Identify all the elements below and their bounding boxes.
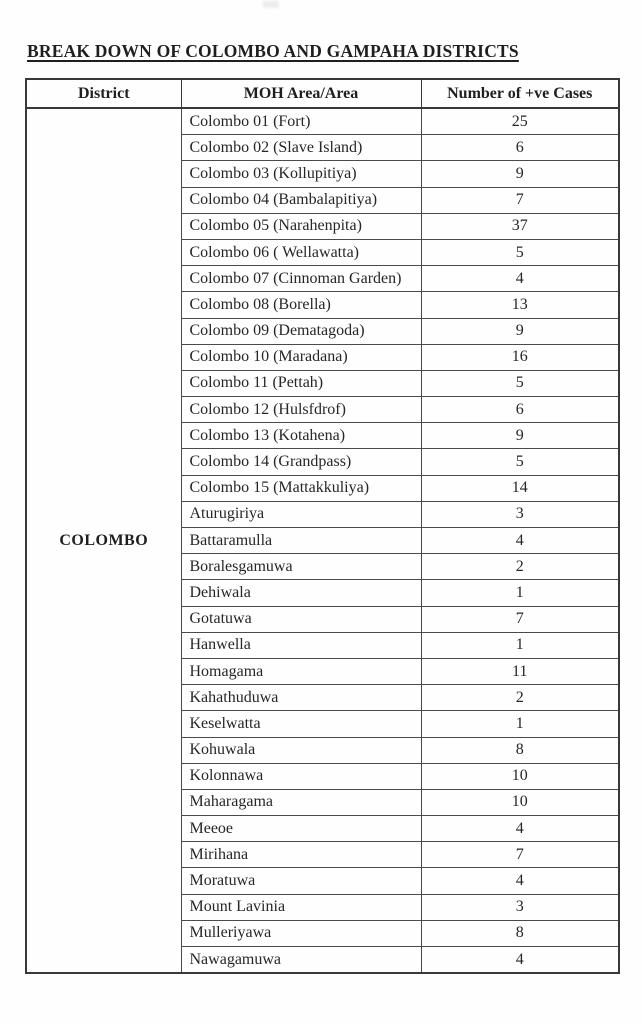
cases-count-cell: 7 xyxy=(421,842,619,868)
moh-area-cell: Mirihana xyxy=(181,842,421,868)
cases-count-cell: 1 xyxy=(421,711,619,737)
moh-area-cell: Aturugiriya xyxy=(181,501,421,527)
table-body xyxy=(26,108,619,973)
moh-area-cell: Colombo 14 (Grandpass) xyxy=(181,449,421,475)
cases-count-cell: 16 xyxy=(421,344,619,370)
moh-area-cell: Colombo 01 (Fort) xyxy=(181,108,421,135)
moh-area-cell: Colombo 15 (Mattakkuliya) xyxy=(181,475,421,501)
moh-area-cell: Kahathuduwa xyxy=(181,685,421,711)
cases-count-cell: 1 xyxy=(421,632,619,658)
cases-count-cell: 2 xyxy=(421,554,619,580)
moh-area-cell: Colombo 13 (Kotahena) xyxy=(181,423,421,449)
moh-area-cell: Battaramulla xyxy=(181,528,421,554)
cases-count-cell: 9 xyxy=(421,318,619,344)
cases-count-cell: 8 xyxy=(421,737,619,763)
moh-area-cell: Colombo 03 (Kollupitiya) xyxy=(181,161,421,187)
cases-count-cell: 5 xyxy=(421,370,619,396)
cases-count-cell: 11 xyxy=(421,658,619,684)
cases-count-cell: 6 xyxy=(421,397,619,423)
moh-area-cell: Colombo 04 (Bambalapitiya) xyxy=(181,187,421,213)
moh-area-cell: Colombo 09 (Dematagoda) xyxy=(181,318,421,344)
moh-area-cell: Dehiwala xyxy=(181,580,421,606)
moh-area-cell: Colombo 10 (Maradana) xyxy=(181,344,421,370)
cases-count-cell: 3 xyxy=(421,501,619,527)
cases-count-cell: 7 xyxy=(421,606,619,632)
cases-count-cell: 10 xyxy=(421,789,619,815)
table-row xyxy=(26,108,619,135)
cases-count-cell: 4 xyxy=(421,947,619,974)
cases-count-cell: 6 xyxy=(421,135,619,161)
cases-count-cell: 5 xyxy=(421,239,619,265)
table-header-row xyxy=(26,79,619,108)
moh-area-cell: Colombo 05 (Narahenpita) xyxy=(181,213,421,239)
moh-area-cell: Keselwatta xyxy=(181,711,421,737)
moh-area-cell: Mount Lavinia xyxy=(181,894,421,920)
moh-area-cell: Colombo 11 (Pettah) xyxy=(181,370,421,396)
column-header-district: District xyxy=(26,79,181,108)
column-header-moh-area: MOH Area/Area xyxy=(181,79,421,108)
cases-count-cell: 8 xyxy=(421,920,619,946)
district-cell: COLOMBO xyxy=(26,108,181,973)
moh-area-cell: Kolonnawa xyxy=(181,763,421,789)
moh-area-cell: Mulleriyawa xyxy=(181,920,421,946)
cases-count-cell: 4 xyxy=(421,868,619,894)
cases-count-cell: 9 xyxy=(421,161,619,187)
moh-area-cell: Meeoe xyxy=(181,816,421,842)
cases-count-cell: 10 xyxy=(421,763,619,789)
cases-count-cell: 9 xyxy=(421,423,619,449)
moh-area-cell: Colombo 12 (Hulsfdrof) xyxy=(181,397,421,423)
moh-area-cell: Nawagamuwa xyxy=(181,947,421,974)
moh-area-cell: Maharagama xyxy=(181,789,421,815)
cases-count-cell: 14 xyxy=(421,475,619,501)
moh-area-cell: Homagama xyxy=(181,658,421,684)
cases-count-cell: 2 xyxy=(421,685,619,711)
cases-count-cell: 5 xyxy=(421,449,619,475)
moh-area-cell: Gotatuwa xyxy=(181,606,421,632)
cases-count-cell: 25 xyxy=(421,108,619,135)
moh-area-cell: Boralesgamuwa xyxy=(181,554,421,580)
breakdown-table xyxy=(25,78,620,974)
document-title: BREAK DOWN OF COLOMBO AND GAMPAHA DISTRICTS xyxy=(27,41,519,61)
cases-count-cell: 7 xyxy=(421,187,619,213)
cases-count-cell: 3 xyxy=(421,894,619,920)
scan-artifact xyxy=(263,1,279,8)
moh-area-cell: Kohuwala xyxy=(181,737,421,763)
cases-count-cell: 4 xyxy=(421,528,619,554)
cases-count-cell: 1 xyxy=(421,580,619,606)
moh-area-cell: Hanwella xyxy=(181,632,421,658)
cases-count-cell: 4 xyxy=(421,816,619,842)
cases-count-cell: 4 xyxy=(421,266,619,292)
moh-area-cell: Moratuwa xyxy=(181,868,421,894)
cases-count-cell: 13 xyxy=(421,292,619,318)
moh-area-cell: Colombo 06 ( Wellawatta) xyxy=(181,239,421,265)
moh-area-cell: Colombo 08 (Borella) xyxy=(181,292,421,318)
column-header-cases: Number of +ve Cases xyxy=(421,79,619,108)
moh-area-cell: Colombo 07 (Cinnoman Garden) xyxy=(181,266,421,292)
moh-area-cell: Colombo 02 (Slave Island) xyxy=(181,135,421,161)
cases-count-cell: 37 xyxy=(421,213,619,239)
